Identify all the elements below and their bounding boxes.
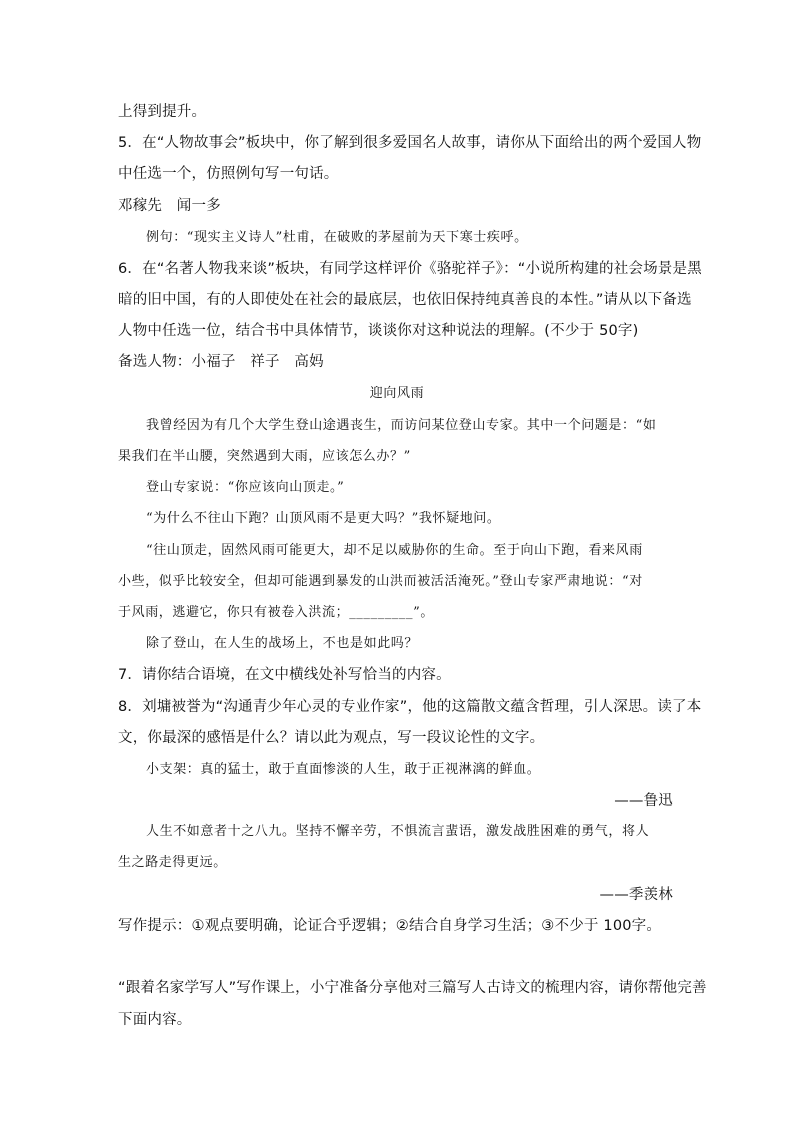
quote-author: ——季羡林	[599, 887, 673, 903]
quote-lu-xun: 小支架：真的猛士，敢于直面惨淡的人生，敢于正视淋漓的鲜血。	[146, 762, 541, 777]
article-title: 迎向风雨	[369, 386, 425, 401]
article-paragraph: 果我们在半山腰，突然遇到大雨，应该怎么办？”	[118, 449, 411, 464]
question-5-line-2: 中任选一个，仿照例句写一句话。	[118, 166, 339, 182]
quote-author: ——鲁迅	[614, 793, 673, 809]
quote-ji-xianlin-cont: 生之路走得更远。	[118, 855, 227, 870]
question-8-line-1: 8．刘墉被誉为“沟通青少年心灵的专业作家”，他的这篇散文蕴含哲理，引人深思。读了本	[118, 699, 702, 715]
candidate-names: 邓稼先 闻一多	[118, 198, 221, 214]
article-paragraph: “往山顶走，固然风雨可能更大，却不足以威胁你的生命。至于向山下跑，看来风雨	[146, 543, 643, 558]
article-paragraph: “为什么不往山下跑？山顶风雨不是更大吗？”我怀疑地问。	[146, 511, 501, 526]
section-intro-line-2: 下面内容。	[118, 1012, 192, 1028]
question-6-line-2: 暗的旧中国，有的人即使处在社会的最底层，也依旧保持纯真善良的本性。”请从以下备选	[118, 292, 692, 308]
text-line: 上得到提升。	[118, 104, 207, 120]
section-intro-line-1: “跟着名家学写人”写作课上，小宁准备分享他对三篇写人古诗文的梳理内容，请你帮他完善	[118, 980, 707, 996]
question-8-line-2: 文，你最深的感悟是什么？请以此为观点，写一段议论性的文字。	[118, 730, 545, 746]
candidate-characters: 备选人物：小福子 祥子 高妈	[118, 354, 324, 370]
quote-ji-xianlin: 人生不如意者十之八九。坚持不懈辛劳，不惧流言蜚语，激发战胜困难的勇气，将人	[146, 824, 650, 839]
question-6-line-1: 6．在“名著人物我来谈”板块，有同学这样评价《骆驼祥子》：“小说所构建的社会场景是黑	[118, 261, 702, 277]
question-6-line-3: 人物中任选一位，结合书中具体情节，谈谈你对这种说法的理解。(不少于 50字)	[118, 323, 639, 339]
writing-tips: 写作提示：①观点要明确，论证合乎逻辑；②结合自身学习生活；③不少于 100字。	[118, 918, 662, 934]
article-paragraph: 小些，似乎比较安全，但却可能遇到暴发的山洪而被活活淹死。”登山专家严肃地说：“对	[118, 574, 643, 589]
article-paragraph: 登山专家说：“你应该向山顶走。”	[146, 480, 345, 495]
question-7: 7．请你结合语境，在文中横线处补写恰当的内容。	[118, 667, 451, 683]
question-5-line-1: 5．在“人物故事会”板块中，你了解到很多爱国名人故事，请你从下面给出的两个爱国人物	[118, 135, 702, 151]
article-paragraph-blank: 于风雨，逃避它，你只有被卷入洪流；_________”。	[118, 605, 434, 620]
example-sentence: 例句：“现实主义诗人”杜甫，在破败的茅屋前为天下寒士疾呼。	[146, 230, 528, 245]
article-paragraph: 除了登山，在人生的战场上，不也是如此吗？	[146, 636, 419, 651]
article-paragraph: 我曾经因为有几个大学生登山途遇丧生，而访问某位登山专家。其中一个问题是：“如	[146, 418, 657, 433]
